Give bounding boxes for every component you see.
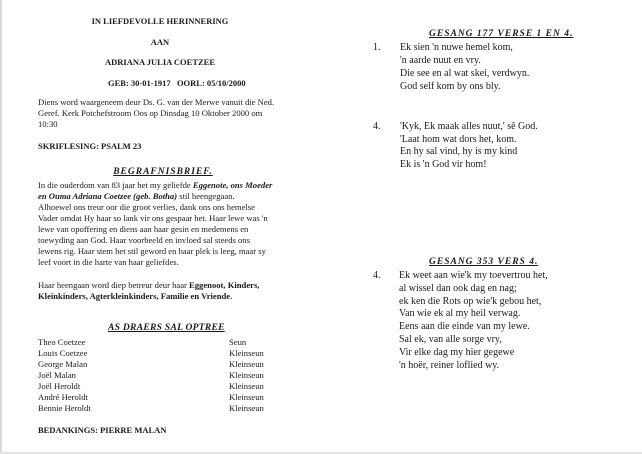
pallbearer-name: André Heroldt <box>38 392 88 402</box>
obituary-line: leef voort in die harte van haar geliefdes. <box>38 257 179 267</box>
scripture-reading: SKRIFLESING: PSALM 23 <box>38 141 142 151</box>
verse-line: 'Kyk, Ek maak alles nuut,' sê God. <box>400 121 538 132</box>
pallbearer-relation: Kleinseun <box>229 403 264 413</box>
acknowledgements: BEDANKINGS: PIERRE MALAN <box>38 425 167 435</box>
bereaved-line: Kleinkinders, Agterkleinkinders, Familie en Vriende. <box>38 291 233 301</box>
pallbearer-relation: Kleinseun <box>229 381 264 391</box>
verse-line: 'n hoër, reiner loflied wy. <box>399 360 500 371</box>
scan-edge-left <box>0 0 2 454</box>
pallbearer-name: Louis Coetzee <box>38 348 88 358</box>
memorial-header-aan: AAN <box>150 37 170 47</box>
obituary-emphasis: en Ouma Adriana Coetzee (geb. Botha) <box>38 191 178 201</box>
verse-line: Ek is 'n God vir hom! <box>400 159 487 170</box>
pallbearer-relation: Kleinseun <box>229 359 264 369</box>
bereaved-line <box>38 280 259 291</box>
hymn-177-heading: GESANG 177 VERSE 1 EN 4. <box>429 29 574 39</box>
birth-death-dates: GEB: 30-01-1917 OORL: 05/10/2000 <box>108 78 246 88</box>
verse-line: Sal ek, van alle sorge vry, <box>399 334 502 345</box>
memorial-header: IN LIEFDEVOLLE HERINNERING <box>91 16 229 26</box>
pallbearer-relation: Kleinseun <box>229 392 264 402</box>
obituary-heading: BEGRAFNISBRIEF. <box>113 167 213 177</box>
pallbearer-name: Joël Heroldt <box>38 381 81 391</box>
obituary-line: toewyding aan God. Haar voorbeeld en invloed sal steeds ons <box>38 235 250 245</box>
hymn-353-heading: GESANG 353 VERS 4. <box>429 257 539 267</box>
bereaved-line-text: Haar heengaan word diep betreur deur haar <box>38 280 190 290</box>
verse-line: Die see en al wat skei, verdwyn. <box>400 68 530 79</box>
verse-line: al wissel dan ook dag en nag; <box>399 283 517 294</box>
obituary-line: Alhoewel ons treur oor die groot verlies, dank ons ons hemelse <box>38 202 255 212</box>
pallbearer-name: Bennie Heroldt <box>38 403 91 413</box>
service-line: Geref. Kerk Potchefstroom Oos op Dinsdag 10 Oktober 2000 om <box>38 108 263 118</box>
deceased-name: ADRIANA JULIA COETZEE <box>104 57 216 67</box>
verse-line: Van wie ek al my heil verwag. <box>399 308 521 319</box>
bereaved-emphasis: Eggenoot, Kinders, <box>189 280 260 290</box>
obituary-line: lewe van opoffering en diens aan haar gesin en medemens en <box>38 224 249 234</box>
verse-line: 'n aarde nuut en vry. <box>400 55 481 66</box>
obituary-emphasis: Eggenote, ons Moeder <box>192 180 273 190</box>
service-line: 10:30 <box>38 119 58 129</box>
verse-line: Vir elke dag my hier gegewe <box>399 347 515 358</box>
pallbearer-name: Theo Coetzee <box>38 337 86 347</box>
pallbearer-relation: Seun <box>229 337 247 347</box>
service-line: Diens word waargeneem deur Ds. G. van der Merwe vanuit die Ned. <box>38 97 275 107</box>
obituary-line <box>38 191 235 202</box>
verse-number: 4. <box>373 270 381 281</box>
obituary-line-text: stil heengegaan. <box>177 191 235 201</box>
verse-number: 1. <box>373 42 381 53</box>
pallbearers-heading: AS DRAERS SAL OPTREE <box>108 323 225 333</box>
verse-line: En hy sal vind, hy is my kind <box>400 146 518 157</box>
obituary-line-text: In die ouderdom van 83 jaar het my geliefde <box>38 180 193 190</box>
verse-number: 4. <box>373 121 381 132</box>
obituary-line: Vader omdat Hy haar so lank vir ons gespaar het. Haar lewe was 'n <box>38 213 268 223</box>
verse-line: Ek sien 'n nuwe hemel kom, <box>400 42 513 53</box>
verse-line: Ek weet aan wie'k my toevertrou het, <box>399 270 548 281</box>
pallbearer-name: George Malan <box>38 359 88 369</box>
pallbearer-relation: Kleinseun <box>229 370 264 380</box>
verse-line: 'Laat hom wat dors het, kom. <box>400 134 517 145</box>
verse-line: ek ken die Rots op wie'k gebou het, <box>399 296 542 307</box>
obituary-line: lewens rig. Haar stem het stil geword en haar plek is leeg, maar sy <box>38 246 266 256</box>
verse-line: Eens aan die einde van my lewe. <box>399 321 530 332</box>
pallbearer-name: Joël Malan <box>38 370 76 380</box>
obituary-line <box>38 180 272 191</box>
verse-line: God self kom by ons bly. <box>400 81 501 92</box>
pallbearer-relation: Kleinseun <box>229 348 264 358</box>
